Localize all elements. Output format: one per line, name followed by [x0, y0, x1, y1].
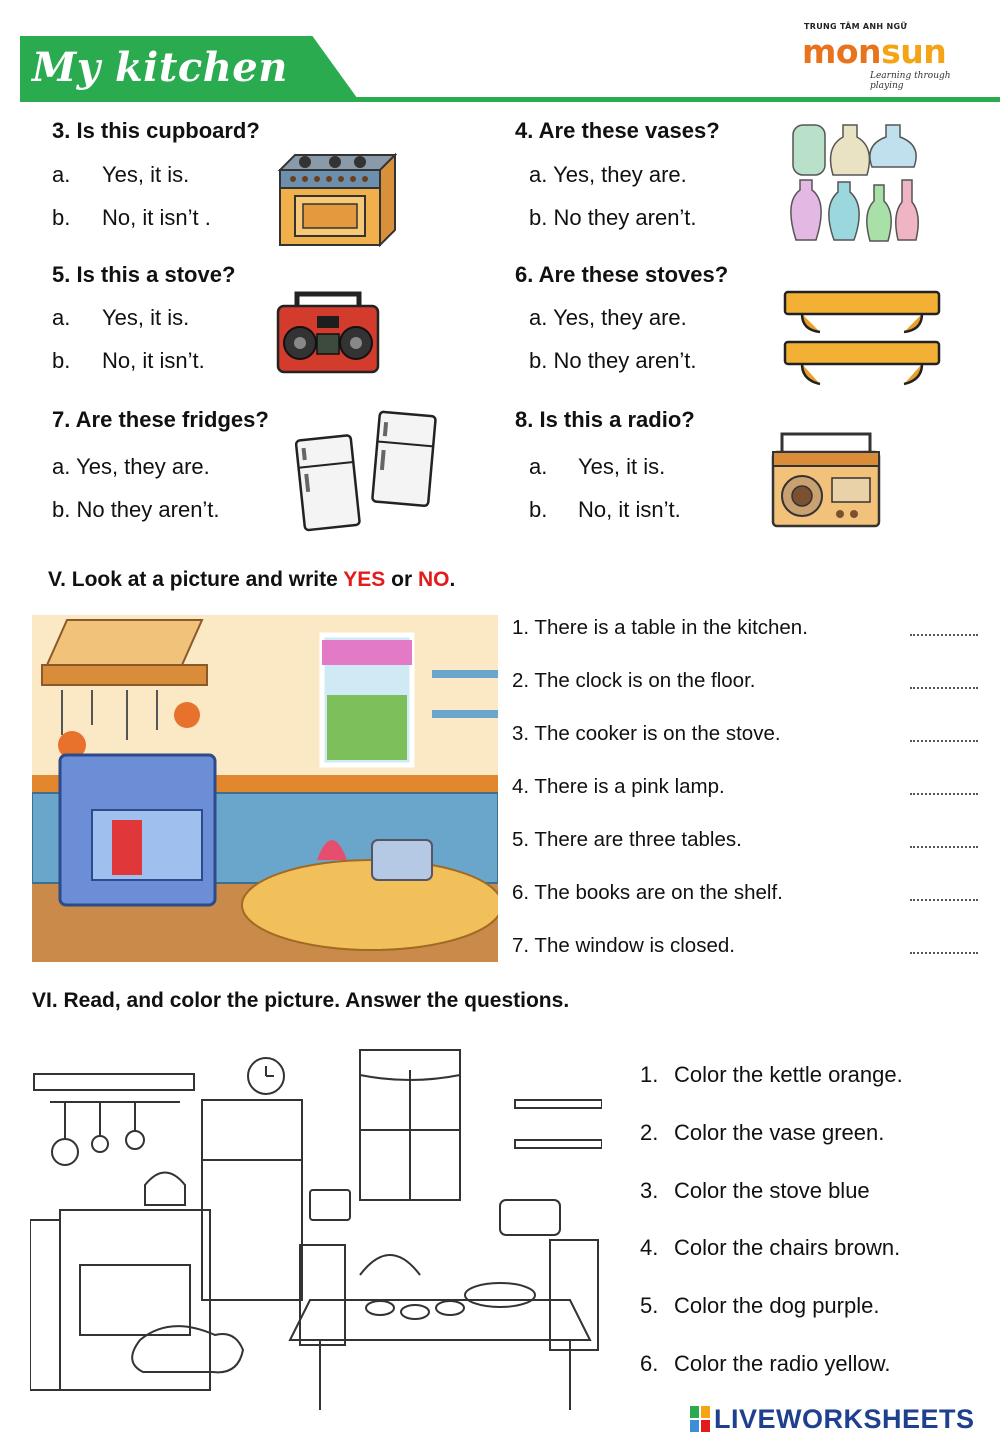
color-instruction-2 [640, 1120, 884, 1146]
question-3-option-a-letter: a. [52, 162, 71, 187]
page-title: My kitchen [32, 44, 288, 91]
answer-blank-2[interactable] [910, 687, 978, 689]
question-3-title: 3. Is this cupboard? [52, 118, 260, 143]
color-instruction-2-text: Color the vase green. [674, 1120, 885, 1145]
stove-picture [275, 140, 400, 250]
yes-keyword: YES [343, 568, 386, 591]
logo-top-text: TRUNG TÂM ANH NGỮ [804, 22, 908, 31]
yes-no-statement-6: 6. The books are on the shelf. [512, 881, 783, 904]
fridges-picture [295, 410, 440, 532]
question-5-option-b[interactable]: No, it isn’t. [102, 348, 205, 373]
color-instruction-5-text: Color the dog purple. [674, 1293, 880, 1318]
color-instruction-4-num: 4. [640, 1235, 659, 1260]
answer-blank-1[interactable] [910, 634, 978, 636]
answer-blank-6[interactable] [910, 899, 978, 901]
or-keyword: or [385, 568, 418, 591]
coloring-kitchen-picture [30, 1040, 602, 1418]
logo-wordmark [802, 32, 946, 71]
color-instruction-4 [640, 1235, 900, 1261]
question-5-option-a[interactable]: Yes, it is. [102, 305, 190, 330]
color-instruction-3-num: 3. [640, 1178, 659, 1203]
shelves-picture [782, 288, 942, 394]
question-5-option-b-letter: b. [52, 348, 71, 373]
answer-blank-4[interactable] [910, 793, 978, 795]
logo-brand-b: sun [881, 32, 947, 71]
heading-period: . [449, 568, 456, 591]
question-6-option-b[interactable]: b. No they aren’t. [529, 348, 697, 373]
liveworksheets-logo[interactable] [690, 1404, 975, 1435]
color-instruction-6-text: Color the radio yellow. [674, 1351, 891, 1376]
answer-blank-3[interactable] [910, 740, 978, 742]
yes-no-statement-3: 3. The cooker is on the stove. [512, 722, 781, 745]
question-3-option-b-letter: b. [52, 205, 71, 230]
color-instruction-3-text: Color the stove blue [674, 1178, 870, 1203]
yes-no-statement-5: 5. There are three tables. [512, 828, 742, 851]
yes-no-statement-7: 7. The window is closed. [512, 934, 735, 957]
question-8-option-b-letter: b. [529, 497, 548, 522]
logo-tagline: Learning through playing [870, 71, 951, 91]
section-6-heading: VI. Read, and color the picture. Answer the questions. [32, 989, 570, 1012]
color-instruction-2-num: 2. [640, 1120, 659, 1145]
question-3-option-a[interactable]: Yes, it is. [102, 162, 190, 187]
color-instruction-5-num: 5. [640, 1293, 659, 1318]
question-6-title: 6. Are these stoves? [515, 262, 729, 287]
yes-no-statement-4: 4. There is a pink lamp. [512, 775, 725, 798]
vases-picture [788, 120, 928, 245]
question-4-title: 4. Are these vases? [515, 118, 720, 143]
question-3-option-b[interactable]: No, it isn’t . [102, 205, 211, 230]
question-8-option-a-letter: a. [529, 454, 548, 479]
color-instruction-3 [640, 1178, 870, 1204]
question-7-option-b[interactable]: b. No they aren’t. [52, 497, 220, 522]
section-5-heading [48, 568, 455, 592]
liveworksheets-wordmark: LIVEWORKSHEETS [714, 1404, 975, 1434]
color-instruction-6 [640, 1351, 890, 1377]
liveworksheets-icon [690, 1406, 710, 1432]
colored-kitchen-picture [32, 615, 498, 962]
question-8-title: 8. Is this a radio? [515, 407, 695, 432]
header-divider [20, 97, 1000, 102]
question-8-option-a[interactable]: Yes, it is. [578, 454, 666, 479]
radio-picture [770, 430, 882, 530]
color-instruction-5 [640, 1293, 879, 1319]
color-instruction-6-num: 6. [640, 1351, 659, 1376]
question-8-option-b[interactable]: No, it isn’t. [578, 497, 681, 522]
answer-blank-7[interactable] [910, 952, 978, 954]
logo-brand-a: mon [802, 32, 882, 71]
color-instruction-1-text: Color the kettle orange. [674, 1062, 903, 1087]
color-instruction-4-text: Color the chairs brown. [674, 1235, 901, 1260]
no-keyword: NO [417, 568, 450, 591]
question-7-title: 7. Are these fridges? [52, 407, 269, 432]
brand-logo [800, 22, 975, 91]
section-5-heading-text: V. Look at a picture and write [48, 568, 344, 591]
boombox-picture [275, 288, 381, 376]
yes-no-statement-2: 2. The clock is on the floor. [512, 669, 756, 692]
question-5-title: 5. Is this a stove? [52, 262, 236, 287]
color-instruction-1-num: 1. [640, 1062, 659, 1087]
question-6-option-a[interactable]: a. Yes, they are. [529, 305, 687, 330]
question-4-option-a[interactable]: a. Yes, they are. [529, 162, 687, 187]
question-5-option-a-letter: a. [52, 305, 71, 330]
color-instruction-1 [640, 1062, 903, 1088]
question-7-option-a[interactable]: a. Yes, they are. [52, 454, 210, 479]
question-4-option-b[interactable]: b. No they aren’t. [529, 205, 697, 230]
answer-blank-5[interactable] [910, 846, 978, 848]
yes-no-statement-1: 1. There is a table in the kitchen. [512, 616, 808, 639]
